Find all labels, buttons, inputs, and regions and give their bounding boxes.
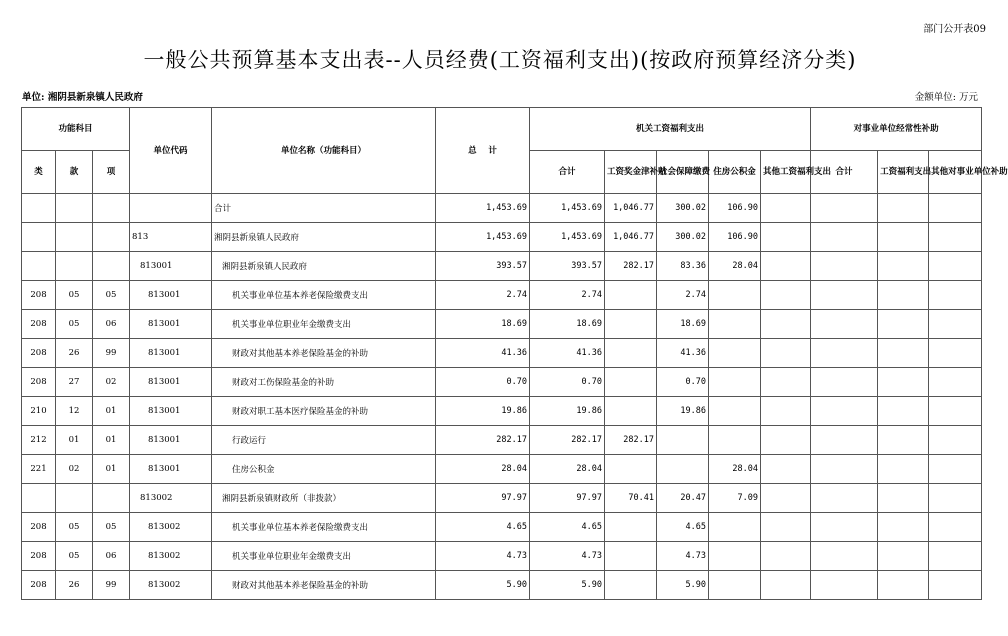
table-row [22,397,982,426]
header-unit-name: 单位名称（功能科目） [212,108,436,194]
cell-lei [22,223,56,252]
header-org-housing: 住房公积金 [709,151,761,194]
cell-org-other [761,281,811,310]
cell-xiang: 06 [93,310,130,339]
cell-unit-code: 813001 [130,252,212,281]
cell-org-sum: 282.17 [530,426,605,455]
cell-total: 41.36 [436,339,530,368]
cell-org-housing: 7.09 [709,484,761,513]
cell-lei: 208 [22,513,56,542]
cell-sub-wage [878,513,929,542]
cell-org-other [761,194,811,223]
header-org-other: 其他工资福利支出 [761,151,811,194]
cell-org-sum: 0.70 [530,368,605,397]
cell-lei: 208 [22,368,56,397]
table-row [22,223,982,252]
cell-kuan: 05 [56,542,93,571]
cell-org-sum: 19.86 [530,397,605,426]
cell-lei: 210 [22,397,56,426]
cell-org-sum: 97.97 [530,484,605,513]
table-row [22,368,982,397]
cell-sub-other [929,542,982,571]
reporting-unit: 单位: 湘阴县新泉镇人民政府 [22,92,143,103]
table-row [22,571,982,600]
cell-kuan: 26 [56,339,93,368]
cell-unit-name: 财政对其他基本养老保险基金的补助 [212,571,436,600]
cell-xiang: 06 [93,542,130,571]
amount-unit: 金额单位: 万元 [914,92,978,103]
cell-kuan: 26 [56,571,93,600]
cell-unit-code: 813 [130,223,212,252]
cell-org-housing [709,571,761,600]
table-row [22,339,982,368]
header-org-social: 社会保障缴费 [657,151,709,194]
cell-org-other [761,397,811,426]
header-sub-wage: 工资福利支出 [878,151,929,194]
cell-org-salary: 70.41 [605,484,657,513]
cell-total: 393.57 [436,252,530,281]
cell-org-housing: 106.90 [709,223,761,252]
cell-org-housing [709,513,761,542]
cell-kuan: 02 [56,455,93,484]
cell-unit-code: 813001 [130,310,212,339]
cell-total: 5.90 [436,571,530,600]
cell-xiang [93,252,130,281]
cell-sub-sum [811,484,878,513]
cell-sub-wage [878,397,929,426]
cell-org-salary [605,455,657,484]
cell-org-salary [605,571,657,600]
cell-unit-code [130,194,212,223]
cell-total: 18.69 [436,310,530,339]
cell-org-housing [709,339,761,368]
form-number: 部门公开表09 [923,24,986,35]
cell-org-other [761,484,811,513]
header-lei: 类 [22,151,56,194]
cell-sub-sum [811,571,878,600]
cell-total: 0.70 [436,368,530,397]
cell-org-housing: 106.90 [709,194,761,223]
cell-org-salary [605,368,657,397]
header-unit-code: 单位代码 [130,108,212,194]
cell-org-social: 5.90 [657,571,709,600]
cell-unit-code: 813001 [130,455,212,484]
cell-kuan: 05 [56,310,93,339]
cell-sub-sum [811,426,878,455]
cell-org-other [761,252,811,281]
cell-total: 282.17 [436,426,530,455]
cell-sub-other [929,252,982,281]
cell-lei: 208 [22,542,56,571]
header-subsidy-group: 对事业单位经常性补助 [811,108,982,151]
cell-sub-wage [878,310,929,339]
cell-sub-wage [878,455,929,484]
cell-org-social: 4.73 [657,542,709,571]
cell-org-other [761,223,811,252]
cell-sub-wage [878,252,929,281]
cell-org-salary: 1,046.77 [605,194,657,223]
cell-total: 97.97 [436,484,530,513]
cell-xiang [93,194,130,223]
cell-org-housing [709,397,761,426]
cell-sub-other [929,397,982,426]
cell-org-sum: 2.74 [530,281,605,310]
header-xiang: 项 [93,151,130,194]
cell-sub-sum [811,223,878,252]
cell-sub-wage [878,339,929,368]
cell-org-salary [605,281,657,310]
table-row [22,194,982,223]
cell-org-salary: 1,046.77 [605,223,657,252]
table-row [22,513,982,542]
cell-total: 4.65 [436,513,530,542]
cell-org-social [657,426,709,455]
cell-sub-wage [878,571,929,600]
cell-xiang: 01 [93,426,130,455]
header-func-subject: 功能科目 [22,108,130,151]
cell-org-sum: 1,453.69 [530,223,605,252]
cell-sub-other [929,571,982,600]
cell-kuan [56,223,93,252]
cell-org-housing: 28.04 [709,252,761,281]
cell-sub-other [929,426,982,455]
cell-total: 4.73 [436,542,530,571]
cell-xiang: 02 [93,368,130,397]
table-row [22,310,982,339]
cell-sub-sum [811,368,878,397]
cell-kuan: 12 [56,397,93,426]
cell-sub-other [929,281,982,310]
cell-org-salary: 282.17 [605,426,657,455]
cell-unit-code: 813002 [130,542,212,571]
cell-xiang [93,223,130,252]
cell-sub-sum [811,339,878,368]
cell-org-sum: 28.04 [530,455,605,484]
table-row [22,542,982,571]
cell-lei: 208 [22,310,56,339]
cell-org-sum: 4.73 [530,542,605,571]
cell-sub-wage [878,426,929,455]
cell-org-housing [709,310,761,339]
cell-org-other [761,339,811,368]
cell-unit-code: 813001 [130,281,212,310]
cell-org-social: 19.86 [657,397,709,426]
header-total: 总 计 [436,108,530,194]
header-org-sum: 合计 [530,151,605,194]
table-row [22,484,982,513]
cell-sub-wage [878,484,929,513]
table-row [22,455,982,484]
cell-sub-sum [811,513,878,542]
cell-total: 1,453.69 [436,194,530,223]
cell-org-social: 300.02 [657,194,709,223]
cell-org-sum: 1,453.69 [530,194,605,223]
cell-sub-wage [878,368,929,397]
cell-org-other [761,455,811,484]
cell-org-housing [709,281,761,310]
cell-xiang: 01 [93,397,130,426]
cell-org-social: 4.65 [657,513,709,542]
cell-org-salary [605,310,657,339]
cell-sub-other [929,455,982,484]
cell-unit-name: 湘阴县新泉镇财政所（非拨款） [212,484,436,513]
cell-unit-name: 湘阴县新泉镇人民政府 [212,252,436,281]
cell-lei [22,252,56,281]
cell-unit-code: 813002 [130,513,212,542]
cell-xiang: 99 [93,571,130,600]
cell-unit-code: 813001 [130,426,212,455]
cell-kuan [56,252,93,281]
cell-org-housing: 28.04 [709,455,761,484]
cell-org-sum: 41.36 [530,339,605,368]
cell-unit-name: 财政对职工基本医疗保险基金的补助 [212,397,436,426]
cell-xiang [93,484,130,513]
cell-org-salary [605,397,657,426]
cell-lei: 221 [22,455,56,484]
header-kuan: 款 [56,151,93,194]
budget-table [21,107,1008,600]
cell-org-social: 300.02 [657,223,709,252]
cell-unit-code: 813002 [130,484,212,513]
cell-sub-sum [811,281,878,310]
cell-sub-other [929,339,982,368]
cell-org-sum: 18.69 [530,310,605,339]
cell-sub-sum [811,397,878,426]
cell-sub-other [929,513,982,542]
cell-lei [22,194,56,223]
cell-org-social: 0.70 [657,368,709,397]
cell-total: 2.74 [436,281,530,310]
cell-unit-code: 813001 [130,368,212,397]
cell-unit-name: 住房公积金 [212,455,436,484]
cell-sub-wage [878,281,929,310]
cell-org-salary [605,542,657,571]
cell-unit-name: 湘阴县新泉镇人民政府 [212,223,436,252]
cell-xiang: 01 [93,455,130,484]
cell-org-sum: 393.57 [530,252,605,281]
cell-org-housing [709,426,761,455]
cell-lei [22,484,56,513]
cell-lei: 208 [22,339,56,368]
header-org-wage-group: 机关工资福利支出 [530,108,811,151]
cell-xiang: 99 [93,339,130,368]
cell-unit-name: 机关事业单位基本养老保险缴费支出 [212,513,436,542]
cell-sub-other [929,223,982,252]
cell-org-housing [709,542,761,571]
cell-org-social: 83.36 [657,252,709,281]
cell-org-social: 2.74 [657,281,709,310]
cell-sub-sum [811,252,878,281]
cell-org-other [761,310,811,339]
header-org-salary: 工资奖金津补贴 [605,151,657,194]
cell-unit-name: 行政运行 [212,426,436,455]
cell-org-social: 18.69 [657,310,709,339]
cell-org-other [761,426,811,455]
cell-org-housing [709,368,761,397]
cell-kuan: 01 [56,426,93,455]
cell-total: 28.04 [436,455,530,484]
cell-org-salary [605,513,657,542]
cell-sub-other [929,310,982,339]
cell-sub-other [929,368,982,397]
cell-total: 19.86 [436,397,530,426]
cell-org-social: 41.36 [657,339,709,368]
cell-total: 1,453.69 [436,223,530,252]
cell-unit-name: 机关事业单位职业年金缴费支出 [212,542,436,571]
cell-org-other [761,368,811,397]
cell-sub-sum [811,310,878,339]
cell-kuan: 27 [56,368,93,397]
table-body [22,194,982,600]
cell-unit-name: 机关事业单位基本养老保险缴费支出 [212,281,436,310]
cell-org-salary [605,339,657,368]
table-row [22,426,982,455]
cell-org-sum: 4.65 [530,513,605,542]
cell-unit-code: 813002 [130,571,212,600]
cell-unit-name: 财政对其他基本养老保险基金的补助 [212,339,436,368]
cell-org-sum: 5.90 [530,571,605,600]
cell-unit-name: 机关事业单位职业年金缴费支出 [212,310,436,339]
cell-sub-other [929,484,982,513]
cell-kuan: 05 [56,513,93,542]
header-sub-sum: 合计 [811,151,878,194]
cell-kuan [56,484,93,513]
cell-sub-sum [811,455,878,484]
cell-org-salary: 282.17 [605,252,657,281]
cell-xiang: 05 [93,513,130,542]
cell-kuan: 05 [56,281,93,310]
cell-sub-sum [811,194,878,223]
cell-org-other [761,542,811,571]
cell-sub-wage [878,542,929,571]
cell-kuan [56,194,93,223]
cell-unit-code: 813001 [130,339,212,368]
cell-xiang: 05 [93,281,130,310]
cell-org-other [761,571,811,600]
table-row [22,252,982,281]
cell-sub-wage [878,194,929,223]
cell-org-other [761,513,811,542]
cell-org-social [657,455,709,484]
cell-lei: 208 [22,281,56,310]
cell-unit-name: 合计 [212,194,436,223]
cell-unit-name: 财政对工伤保险基金的补助 [212,368,436,397]
cell-org-social: 20.47 [657,484,709,513]
cell-sub-wage [878,223,929,252]
cell-lei: 212 [22,426,56,455]
cell-sub-sum [811,542,878,571]
cell-lei: 208 [22,571,56,600]
table-row [22,281,982,310]
cell-sub-other [929,194,982,223]
header-sub-other: 其他对事业单位补助 [929,151,982,194]
cell-unit-code: 813001 [130,397,212,426]
page-title: 一般公共预算基本支出表--人员经费(工资福利支出)(按政府预算经济分类) [143,48,857,72]
